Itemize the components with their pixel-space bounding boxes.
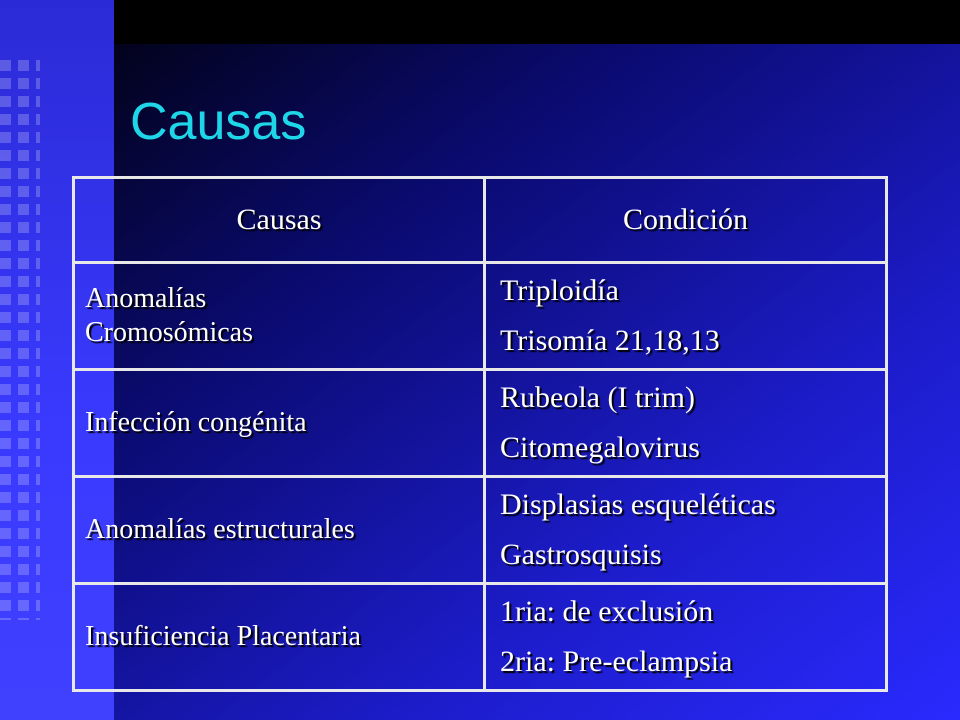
condition-text: 2ria: Pre-eclampsia: [500, 645, 733, 678]
top-dark-band: [114, 0, 960, 44]
cause-cell: [74, 477, 485, 584]
condition-text: Gastrosquisis: [500, 538, 662, 571]
decorative-squares: [0, 60, 40, 620]
cause-cell: [74, 370, 485, 477]
condition-cell: [485, 263, 887, 370]
causes-table: [72, 176, 888, 692]
slide-title: Causas: [130, 93, 307, 151]
condition-text: Trisomía 21,18,13: [500, 324, 720, 357]
table-row: [74, 477, 887, 584]
table-row: [74, 263, 887, 370]
cause-text: Cromosómicas: [85, 317, 253, 348]
condition-text: Triploidía: [500, 274, 619, 307]
cause-text: Infección congénita: [85, 407, 307, 438]
condition-text: Citomegalovirus: [500, 431, 700, 464]
header-causas: Causas: [74, 178, 485, 263]
table-row: [74, 584, 887, 691]
cause-text: Anomalías: [85, 283, 207, 314]
cause-text: Insuficiencia Placentaria: [85, 621, 361, 652]
condition-cell: [485, 477, 887, 584]
condition-text: Rubeola (I trim): [500, 381, 695, 414]
cause-text: Anomalías estructurales: [85, 514, 355, 545]
condition-text: Displasias esqueléticas: [500, 488, 776, 521]
table-row: [74, 370, 887, 477]
header-condicion: Condición: [485, 178, 887, 263]
condition-cell: [485, 370, 887, 477]
cause-cell: [74, 263, 485, 370]
cause-cell: [74, 584, 485, 691]
condition-cell: [485, 584, 887, 691]
condition-text: 1ria: de exclusión: [500, 595, 714, 628]
table-header-row: [74, 178, 887, 263]
